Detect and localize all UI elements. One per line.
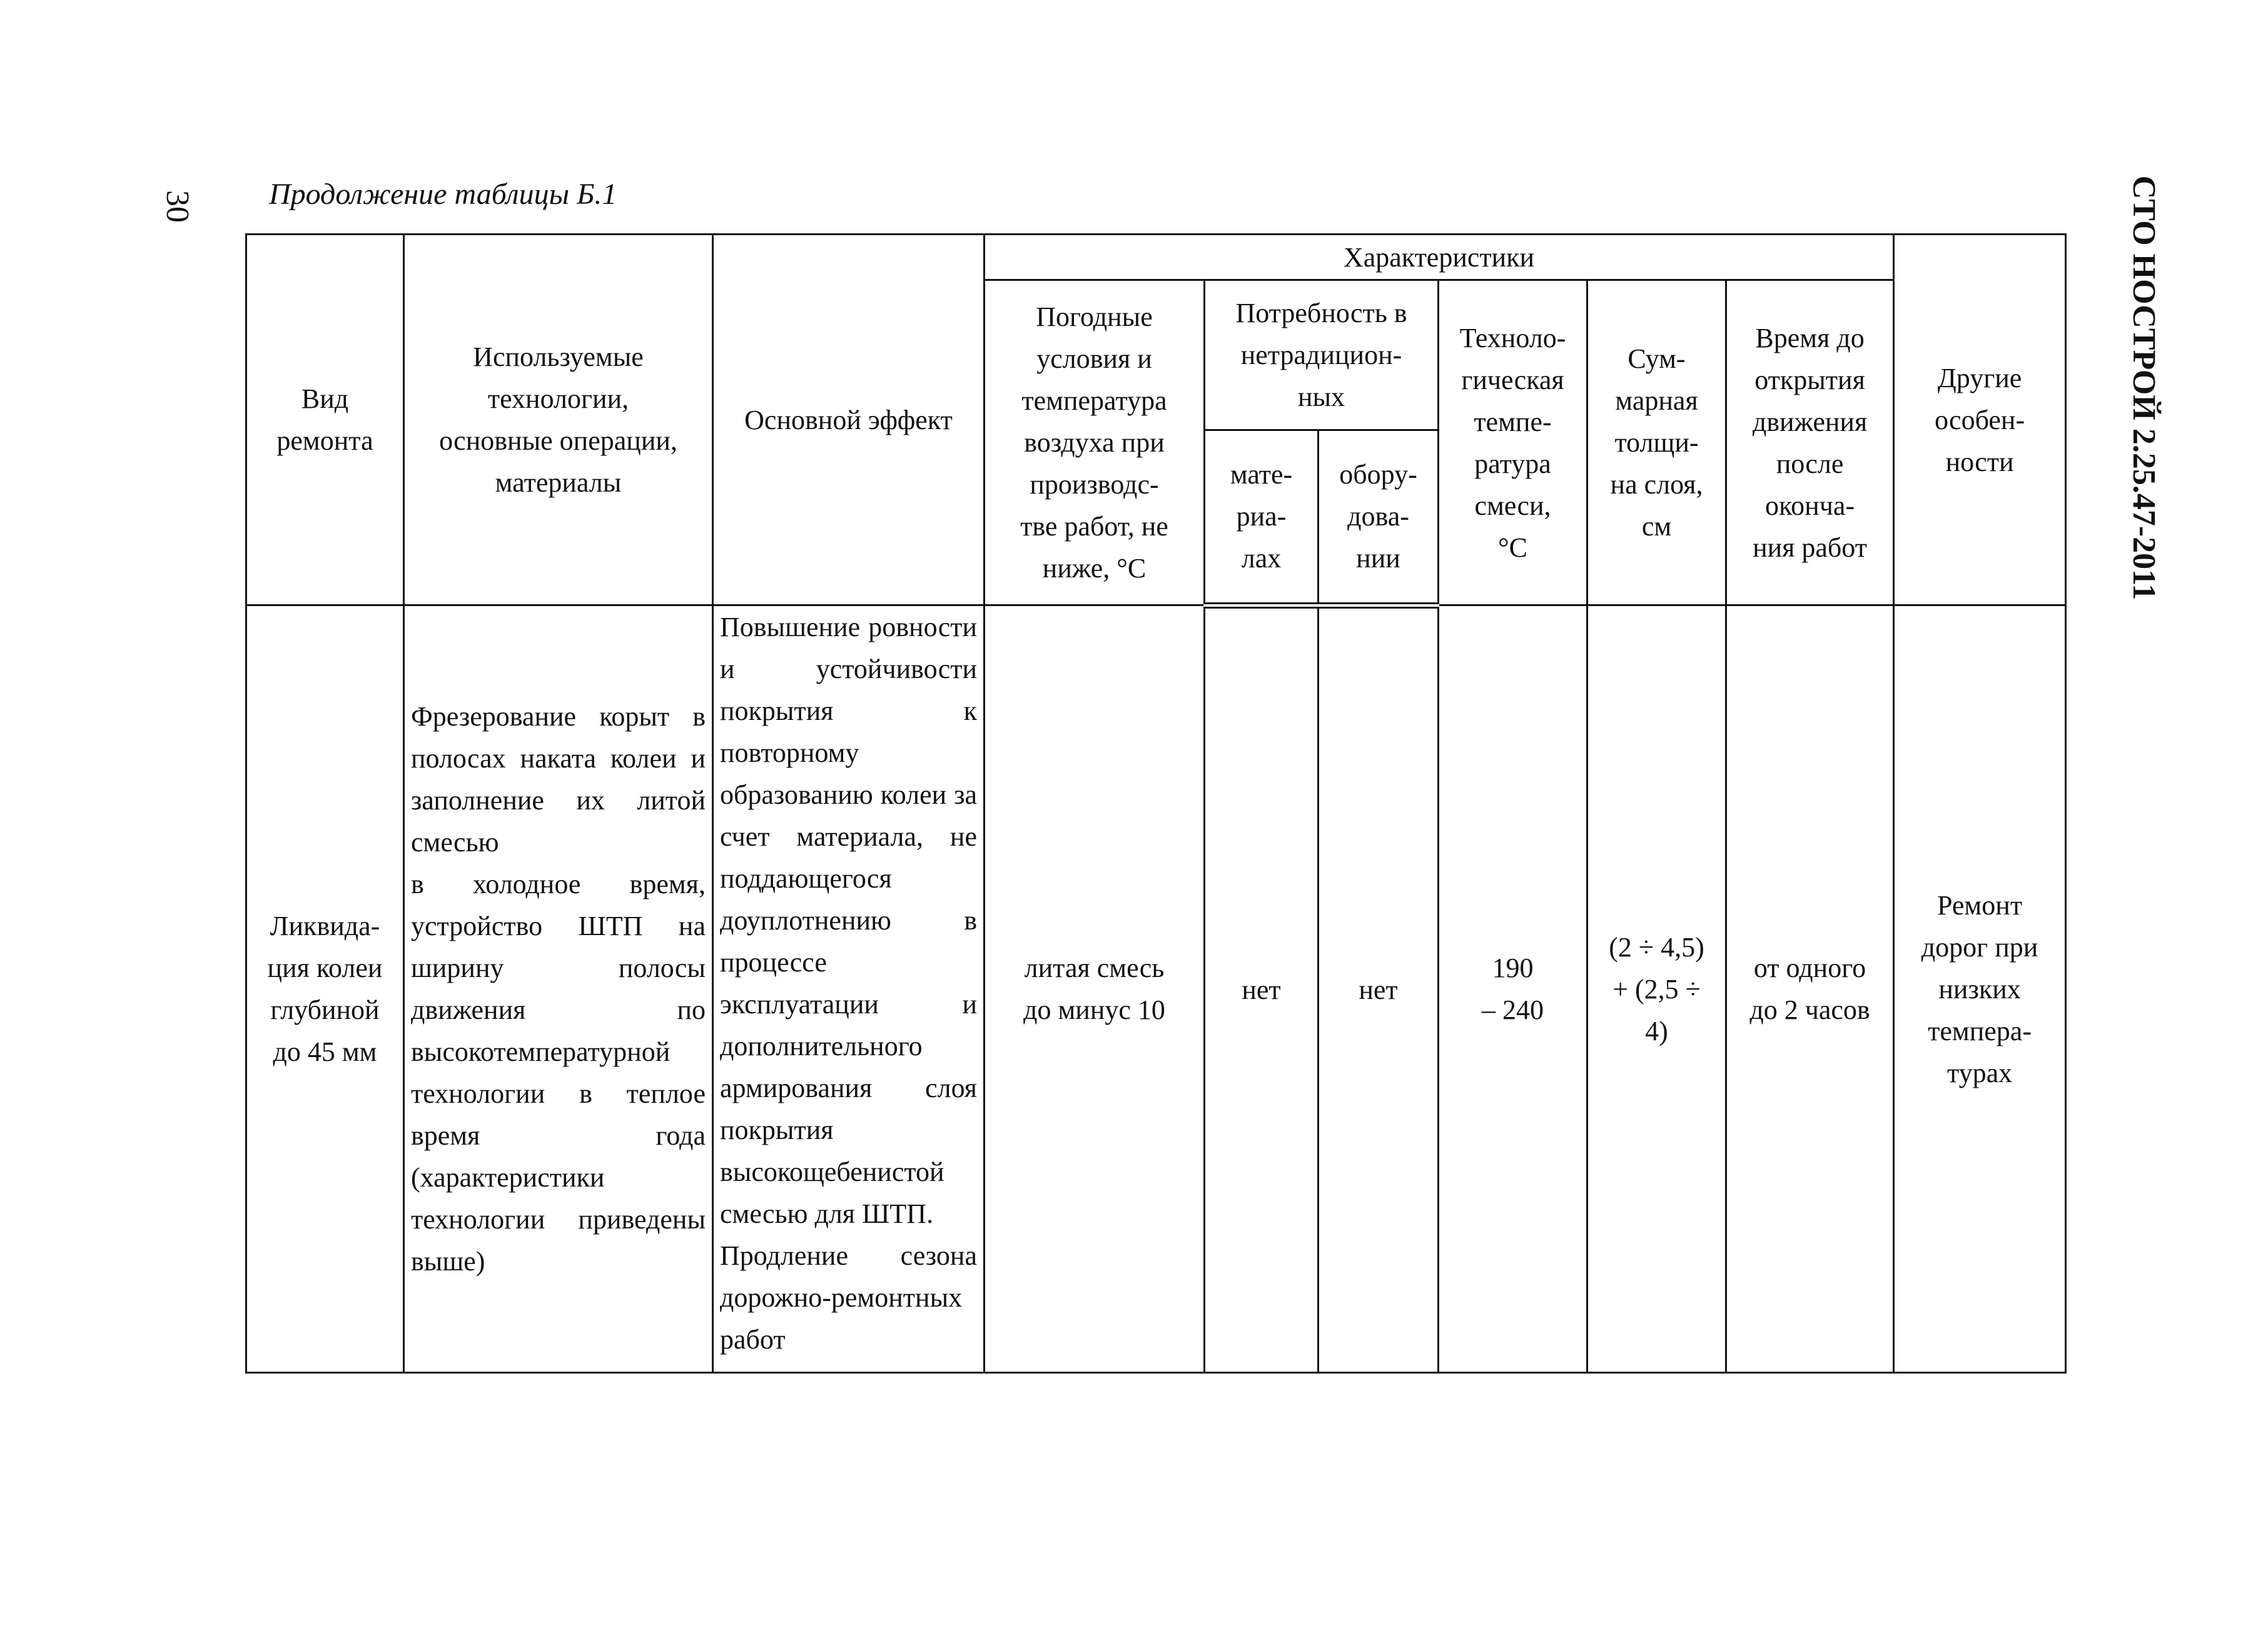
- cell-materials: нет: [1205, 605, 1319, 1373]
- header-total-thickness: Сум- марная толщи- на слоя, см: [1587, 280, 1726, 605]
- header-equipment: обору- дова- нии: [1319, 430, 1439, 605]
- standard-code-header: СТО НОСТРОЙ 2.25.47-2011: [2126, 175, 2162, 600]
- cell-repair-type: Ликвида- ция колеи глубиной до 45 мм: [246, 605, 404, 1373]
- page-number: 30: [159, 190, 195, 223]
- header-characteristics: Характеристики: [985, 235, 1894, 280]
- header-tech-temperature: Техноло- гическая темпе- ратура смеси, °С: [1439, 280, 1587, 605]
- header-time-to-open: Время до открытия движения после оконча- ния работ: [1726, 280, 1894, 605]
- header-materials: мате- риа- лах: [1205, 430, 1319, 605]
- cell-weather: литая смесь до минус 10: [985, 605, 1205, 1373]
- header-main-effect: Основной эффект: [713, 235, 985, 605]
- cell-equipment: нет: [1319, 605, 1439, 1373]
- cell-main-effect: Повышение ровности и устойчивости покрытия к повторному образованию колеи за счет материала, не поддающегося доуплотнению в процессе эксплуатации и дополнительного армирования слоя покрытия высокощебенистой смесью для ШТП. Продление сезона дорожно-ремонтных работ: [713, 605, 985, 1373]
- table-caption: Продолжение таблицы Б.1: [269, 178, 617, 211]
- cell-time-to-open: от одного до 2 часов: [1726, 605, 1894, 1373]
- header-weather: Погодные условия и температура воздуха при производс- тве работ, не ниже, °С: [985, 280, 1205, 605]
- header-needs: Потребность в нетрадицион- ных: [1205, 280, 1439, 430]
- cell-total-thickness: (2 ÷ 4,5) + (2,5 ÷ 4): [1587, 605, 1726, 1373]
- header-technologies: Используемые технологии, основные операции, материалы: [404, 235, 713, 605]
- cell-tech-temperature: 190 – 240: [1439, 605, 1587, 1373]
- cell-other: Ремонт дорог при низких темпера- турах: [1894, 605, 2066, 1373]
- repair-characteristics-table: [245, 233, 2067, 1374]
- table-row: [246, 605, 2066, 1373]
- header-repair-type: Вид ремонта: [246, 235, 404, 605]
- cell-technologies: Фрезерование корыт в полосах наката колеи и заполнение их литой смесью в холодное время, устройство ШТП на ширину полосы движения по высокотемпературной технологии в теплое время года (характеристики технологии приведены выше): [404, 605, 713, 1373]
- header-other: Другие особен- ности: [1894, 235, 2066, 605]
